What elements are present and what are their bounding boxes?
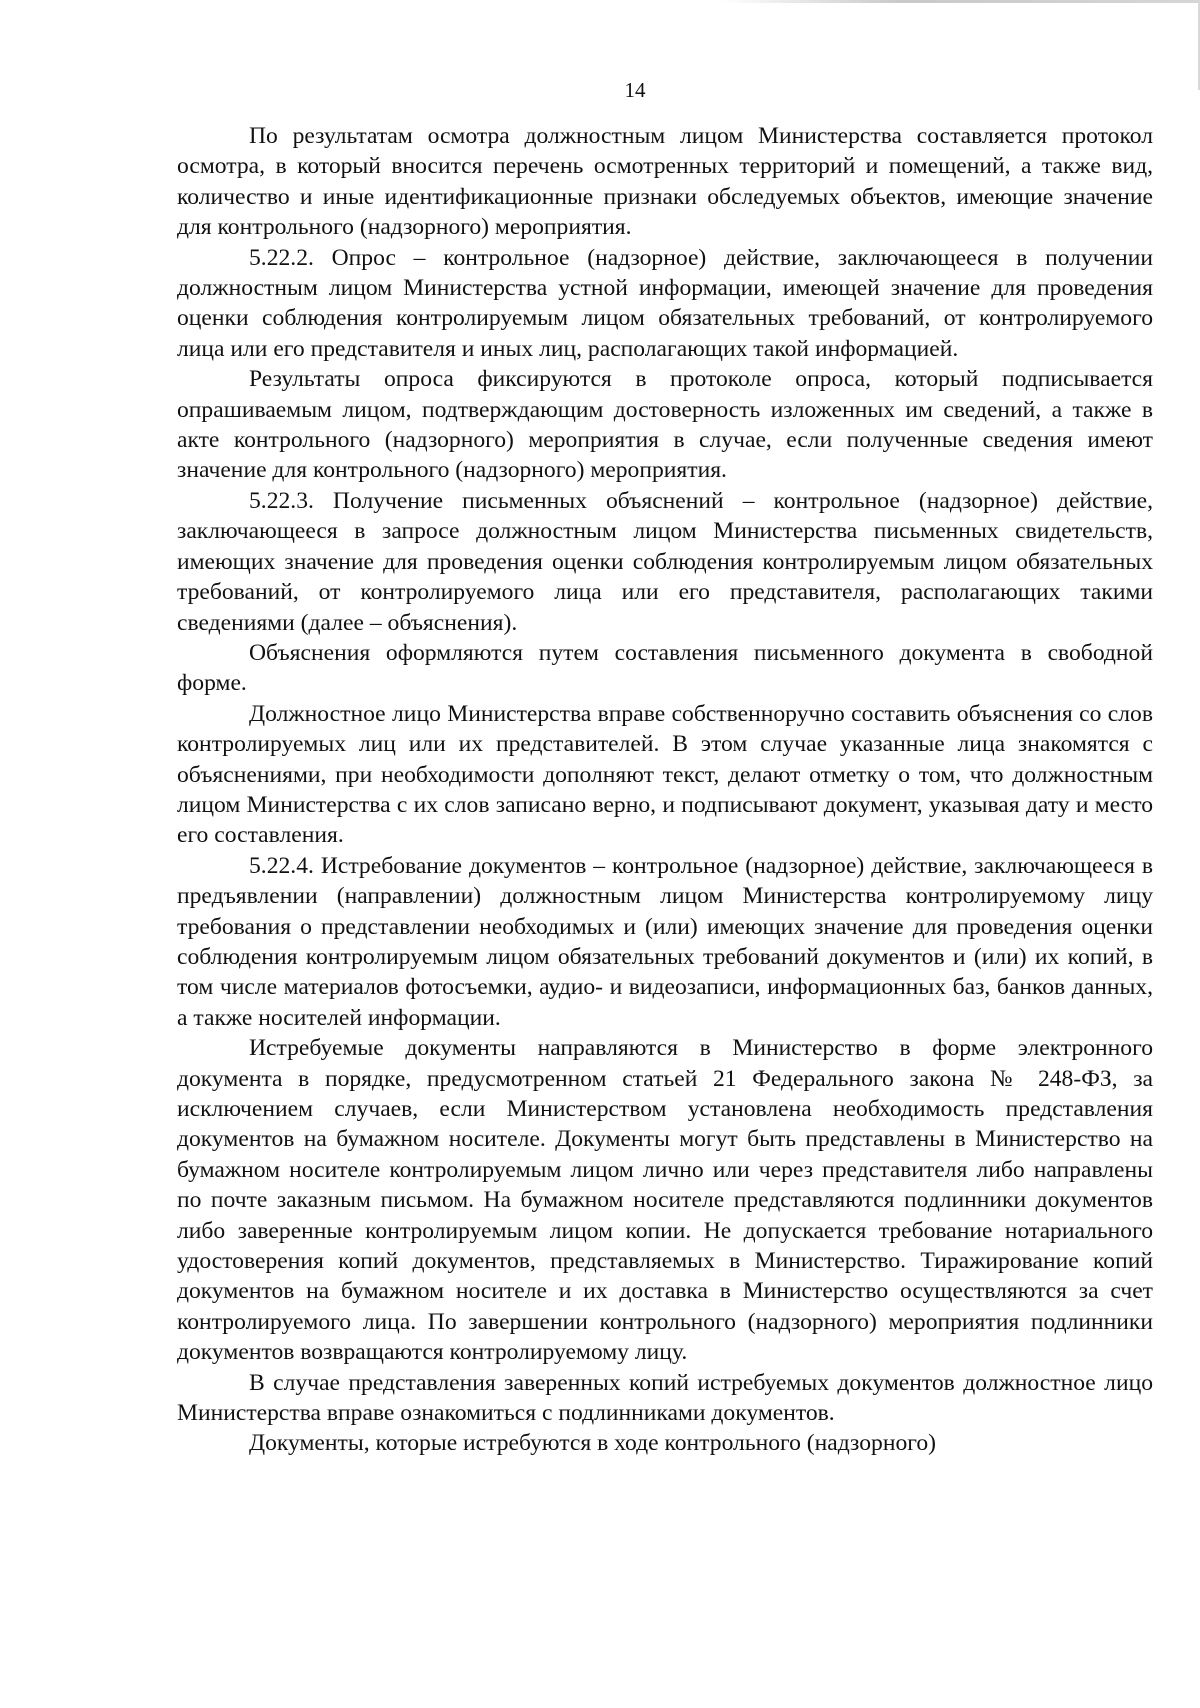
paragraph-requested-documents-delivery: Истребуемые документы направляются в Министерство в форме электронного документа в порядке, предусмотренном статьей 21 Федерального закона № 248-ФЗ, за исключением случаев, если Министерством установлена необходимость представления документов на бумажном носителе. Документы могут быть представлены в Министерство на бумажном носителе контролируемым лицом лично или через представителя либо направлены по почте заказным письмом. На бумажном носителе представляются подлинники документов либо заверенные контролируемым лицом копии. Не допускается требование нотариального удостоверения копий документов, представляемых в Министерство. Тиражирование копий документов на бумажном носителе и их доставка в Министерство осуществляются за счет контролируемого лица. По завершении контрольного (надзорного) мероприятия подлинники документов возвращаются контролируемому лицу.	[177, 1035, 1153, 1366]
paragraph-documents-requested-continued: Документы, которые истребуются в ходе контрольного (надзорного)	[249, 1430, 936, 1457]
paragraph-official-writes-explanations: Должностное лицо Министерства вправе собственноручно составить объяснения со слов контролируемых лиц или их представителей. В этом случае указанные лица знакомятся с объяснениями, при необходимости дополняют текст, делают отметку о том, что должностным лицом Министерства с их слов записано верно, и подписывают документ, указывая дату и место его составления.	[177, 700, 1153, 849]
paragraph-5-22-3-written-explanations: 5.22.3. Получение письменных объяснений – контрольное (надзорное) действие, заключающееся в запросе должностным лицом Министерства письменных свидетельств, имеющих значение для проведения оценки соблюдения контролируемым лицом обязательных требований, от контролируемого лица или его представителя, располагающих такими сведениями (далее – объяснения).	[177, 487, 1153, 636]
paragraph-explanations-form: Объяснения оформляются путем составления письменного документа в свободной форме.	[177, 639, 1153, 697]
paragraph-inspection-protocol: По результатам осмотра должностным лицом Министерства составляется протокол осмотра, в который вносится перечень осмотренных территорий и помещений, а также вид, количество и иные идентификационные признаки обследуемых объектов, имеющие значение для контрольного (надзорного) мероприятия.	[177, 123, 1153, 241]
paragraph-certified-copies: В случае представления заверенных копий истребуемых документов должностное лицо Министерства вправе ознакомиться с подлинниками документов.	[177, 1369, 1153, 1427]
document-body	[177, 121, 1153, 1459]
paragraph-5-22-4-document-request: 5.22.4. Истребование документов – контрольное (надзорное) действие, заключающееся в предъявлении (направлении) должностным лицом Министерства контролируемому лицу требования о представлении необходимых и (или) имеющих значение для проведения оценки соблюдения контролируемым лицом обязательных требований документов и (или) их копий, в том числе материалов фотосъемки, аудио- и видеозаписи, информационных баз, банков данных, а также носителей информации.	[177, 852, 1153, 1031]
paragraph-survey-results: Результаты опроса фиксируются в протоколе опроса, который подписывается опрашиваемым лицом, подтверждающим достоверность изложенных им сведений, а также в акте контрольного (надзорного) мероприятия в случае, если полученные сведения имеют значение для контрольного (надзорного) мероприятия.	[177, 366, 1153, 484]
paragraph-5-22-2-survey: 5.22.2. Опрос – контрольное (надзорное) действие, заключающееся в получении должностным лицом Министерства устной информации, имеющей значение для проведения оценки соблюдения контролируемым лицом обязательных требований, от контролируемого лица или его представителя и иных лиц, располагающих такой информацией.	[177, 244, 1153, 362]
page-number: 14	[624, 78, 646, 102]
scan-edge-top	[0, 0, 1200, 3]
